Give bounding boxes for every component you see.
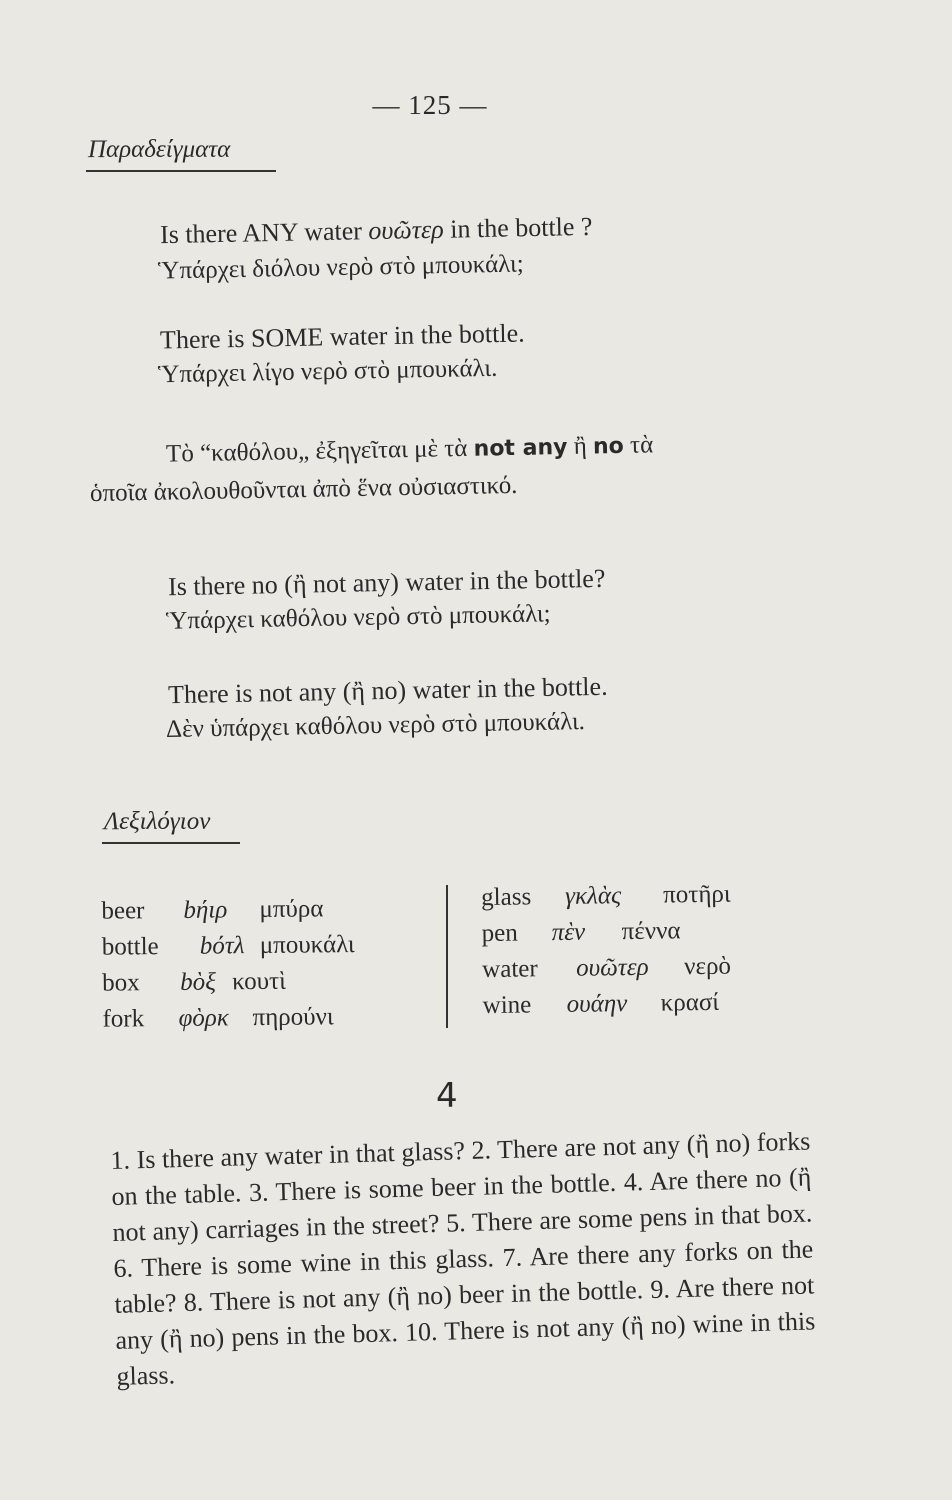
vocab-row — [482, 916, 782, 956]
example-greek-4: Δὲν ὑπάρχει καθόλου νερὸ στὸ μπουκάλι. — [165, 707, 586, 744]
vocab-greek: νερὸ — [683, 952, 732, 981]
vocab-phonetic: πὲν — [551, 918, 586, 947]
vocab-phonetic: φὸρκ — [178, 1004, 230, 1032]
vocab-greek: πηρούνι — [252, 1003, 334, 1032]
explanation-text: ἢ — [567, 432, 594, 460]
example-english-2: There is SOME water in the bottle. — [159, 318, 525, 355]
vocab-english: box — [102, 969, 140, 997]
vocab-row — [102, 966, 422, 1005]
examples-heading-text: Παραδείγματα — [88, 136, 231, 163]
vocab-row — [481, 880, 781, 920]
vocab-greek: πέννα — [621, 917, 681, 946]
explanation-line-2: ὁποῖα ἀκολουθοῦνται ἀπὸ ἕνα οὐσιαστικό. — [89, 471, 518, 508]
example-greek-1: Ὑπάρχει διόλου νερὸ στὸ μπουκάλι; — [157, 250, 524, 285]
explanation-line-1 — [166, 431, 654, 468]
vocab-phonetic: bότλ — [199, 932, 245, 960]
exercise-number: 4 — [436, 1076, 458, 1116]
vocab-english: bottle — [101, 933, 159, 961]
vocab-english: pen — [481, 919, 518, 948]
vocabulary-right-column — [481, 880, 783, 1028]
vocab-phonetic: ουάην — [566, 990, 628, 1018]
vocab-greek: κουτὶ — [232, 967, 286, 996]
example-english-3: Is there no (ἢ not any) water in the bottle? — [167, 563, 606, 602]
heading-underline — [86, 170, 276, 172]
explanation-text: Τὸ “καθόλου„ ἐξηγεῖται μὲ τὰ — [165, 434, 474, 468]
vocabulary-heading — [104, 808, 240, 844]
vocab-phonetic: γκλὰς — [565, 882, 622, 910]
example-english-4: There is not any (ἢ no) water in the bottle. — [167, 671, 608, 710]
vocabulary-heading-text: Λεξιλόγιον — [104, 808, 211, 835]
explanation-text: τὰ — [623, 431, 654, 459]
vocabulary-left-column — [101, 894, 422, 1041]
vocab-phonetic: bήιρ — [183, 896, 228, 924]
vocab-english: beer — [101, 897, 145, 925]
example-english-1 — [160, 212, 593, 250]
example-greek-2: Ὑπάρχει λίγο νερὸ στὸ μπουκάλι. — [157, 354, 498, 389]
vocab-greek: ποτῆρι — [662, 880, 731, 909]
vocab-greek: μπύρα — [259, 895, 324, 924]
vocab-greek: μπουκάλι — [259, 931, 355, 960]
vocabulary-divider — [446, 885, 448, 1028]
page-number: — 125 — — [372, 90, 488, 120]
exercise-paragraph: 1. Is there any water in that glass? 2. There are not any (ἢ no) forks on the table. 3. There is some beer in the bottle. 4. Are there no (ἢ not any) carriages in the street? 5. There are some pens in that box. 6. There is some wine in this glass. 7. Are there any forks on the table? 8. There is not any (ἢ no) beer in the bottle. 9. Are there not any (ἢ no) pens in the box. 10. There is not any (ἢ no) wine in this glass. — [110, 1126, 816, 1391]
examples-heading — [88, 136, 276, 172]
example-text: Is there ANY water — [159, 216, 369, 250]
example-text: in the bottle ? — [443, 211, 593, 244]
vocab-english: wine — [482, 991, 532, 1020]
vocab-english: glass — [481, 883, 532, 912]
heading-underline — [102, 842, 240, 844]
vocab-row — [483, 988, 783, 1028]
vocab-phonetic: bὸξ — [180, 968, 217, 996]
bold-term: not any — [473, 434, 568, 462]
vocab-row — [101, 894, 421, 933]
vocab-phonetic: ουῶτερ — [576, 953, 649, 982]
example-greek-3: Ὑπάρχει καθόλου νερὸ στὸ μπουκάλι; — [165, 600, 551, 635]
phonetic-word: ουῶτερ — [368, 214, 444, 246]
bold-term: no — [592, 433, 625, 460]
vocab-row — [102, 1002, 422, 1041]
vocab-english: fork — [102, 1005, 145, 1033]
vocab-row — [482, 952, 782, 992]
vocab-english: water — [482, 955, 538, 984]
vocab-row — [102, 930, 422, 969]
vocab-greek: κρασί — [660, 988, 720, 1017]
